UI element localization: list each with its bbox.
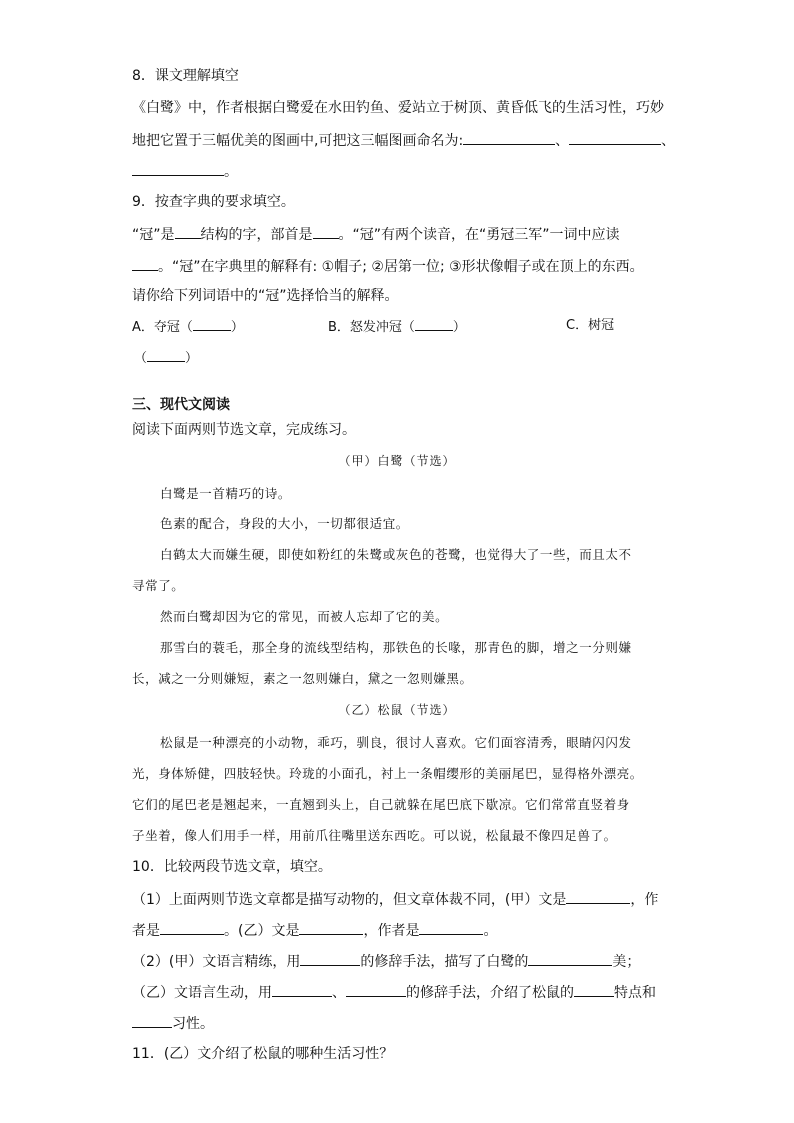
q8-sep2: 、 [661, 133, 676, 149]
q9-blank-structure[interactable] [175, 224, 201, 239]
q9-text-d: 。“冠”在字典里的解释有: ①帽子; ②居第一位; ③形状像帽子或在顶上的东西。 [158, 259, 644, 275]
q9-option-a-blank[interactable] [193, 316, 231, 331]
q10-s2-text-c: 美； [612, 954, 641, 970]
q9-option-b [328, 316, 466, 338]
q9-option-a-label: A．夺冠（ [132, 320, 193, 335]
q8-blank-3[interactable] [132, 161, 224, 176]
q9-text-b: 结构的字，部首是 [200, 227, 313, 243]
q10-blank-habit[interactable] [132, 1013, 172, 1028]
q10-s2-text-b: 的修辞手法，描写了白鹭的 [360, 954, 529, 970]
q10-s1-text-a: （1）上面两则节选文章都是描写动物的，但文章体裁不同，(甲）文是 [132, 892, 567, 908]
q9-option-b-label: B．怒发冲冠（ [328, 320, 415, 335]
passage-b-title: （乙）松鼠（节选） [338, 703, 456, 717]
q10-blank-author-a[interactable] [160, 920, 224, 935]
passage-a-p4: 然而白鹭却因为它的常见，而被人忘却了它的美。 [160, 609, 449, 624]
q8-line2-text: 地把它置于三幅优美的图画中,可把这三幅图画命名为: [132, 133, 464, 149]
q9-option-b-close: ） [452, 320, 466, 335]
q10-s1-text-b: ，作 [630, 892, 659, 908]
passage-a-p3-line2: 寻常了。 [132, 578, 185, 593]
q9-blank-radical[interactable] [313, 224, 339, 239]
q9-heading: 9．按查字典的要求填空。 [132, 194, 295, 210]
q9-option-c-close: ） [185, 351, 199, 366]
section3-heading: 三、现代文阅读 [132, 397, 230, 413]
q10-s1-line2 [132, 920, 497, 941]
q9-option-c-blank[interactable] [147, 347, 185, 362]
q8-line1: 《白鹭》中，作者根据白鹭爱在水田钓鱼、爱站立于树顶、黄昏低飞的生活习性，巧妙 [132, 100, 664, 116]
q10-s2-line3 [132, 1013, 214, 1034]
q10-s1-text-d: 。(乙）文是 [224, 923, 300, 939]
q9-line3: 请你给下列词语中的“冠”选择恰当的解释。 [132, 288, 399, 304]
q10-heading: 10．比较两段节选文章，填空。 [132, 859, 332, 875]
q9-option-a-close: ） [230, 320, 244, 335]
q9-line2 [132, 256, 644, 277]
passage-a-p5-line2: 长，减之一分则嫌短，素之一忽则嫌白，黛之一忽则嫌黑。 [132, 671, 473, 686]
passage-a-title: （甲）白鹭（节选） [338, 454, 456, 468]
q8-line2 [132, 130, 675, 151]
q9-option-c: C．树冠 [566, 318, 615, 333]
q9-text-a: “冠”是 [132, 227, 175, 243]
q10-s2-text-g: 特点和 [614, 985, 656, 1001]
q10-s1-text-f: 。 [483, 923, 498, 939]
q10-blank-genre-b[interactable] [299, 920, 363, 935]
q9-option-c-answer [134, 347, 198, 369]
q10-s2-text-d: （乙）文语言生动，用 [132, 985, 272, 1001]
passage-a-p2: 色素的配合，身段的大小，一切都很适宜。 [160, 516, 409, 531]
passage-b-line2: 光，身体矫健，四肢轻快。玲珑的小面孔，衬上一条帽缨形的美丽尾巴，显得格外漂亮。 [132, 766, 643, 781]
q10-s1-text-c: 者是 [132, 923, 160, 939]
q11-heading: 11．(乙）文介绍了松鼠的哪种生活习性？ [132, 1046, 394, 1062]
section3-intro: 阅读下面两则节选文章，完成练习。 [132, 422, 356, 438]
q10-s2-text-h: 习性。 [172, 1016, 214, 1032]
passage-a-p3-line1: 白鹤太大而嫌生硬，即使如粉红的朱鹭或灰色的苍鹭，也觉得大了一些，而且太不 [160, 547, 632, 562]
q10-s2-text-f: 的修辞手法，介绍了松鼠的 [406, 985, 574, 1001]
q10-blank-author-b[interactable] [419, 920, 483, 935]
q10-s1-line1 [132, 889, 658, 910]
q10-s2-line2 [132, 982, 656, 1003]
q10-blank-genre-a[interactable] [566, 889, 630, 904]
q10-blank-rhetoric-b2[interactable] [346, 982, 406, 997]
q10-blank-beauty[interactable] [528, 951, 612, 966]
q8-end: 。 [224, 164, 238, 180]
passage-b-line3: 它们的尾巴老是翘起来，一直翘到头上，自己就躲在尾巴底下歇凉。它们常常直竖着身 [132, 797, 630, 812]
q10-s2-text-e: 、 [332, 985, 346, 1001]
q10-blank-rhetoric-b1[interactable] [272, 982, 332, 997]
q8-blank-1[interactable] [463, 130, 555, 145]
passage-b-line4: 子坐着，像人们用手一样，用前爪往嘴里送东西吃。可以说，松鼠最不像四足兽了。 [132, 828, 617, 843]
q9-line1 [132, 224, 620, 245]
q9-blank-reading[interactable] [132, 256, 158, 271]
q10-s2-line1 [132, 951, 640, 972]
q9-option-a [132, 316, 244, 338]
q8-blank-2[interactable] [569, 130, 661, 145]
q10-s2-text-a: （2）(甲）文语言精练，用 [132, 954, 301, 970]
passage-a-p1: 白鹭是一首精巧的诗。 [160, 486, 292, 501]
q8-heading: 8．课文理解填空 [132, 68, 239, 84]
q8-line3 [132, 161, 238, 182]
q9-text-c: 。“冠”有两个读音，在“勇冠三军”一词中应读 [338, 227, 620, 243]
passage-b-line1: 松鼠是一种漂亮的小动物，乖巧，驯良，很讨人喜欢。它们面容清秀，眼睛闪闪发 [160, 735, 632, 750]
q9-option-b-blank[interactable] [415, 316, 453, 331]
passage-a-p5-line1: 那雪白的蓑毛，那全身的流线型结构，那铁色的长喙，那青色的脚，增之一分则嫌 [160, 640, 632, 655]
q10-blank-rhetoric-a[interactable] [300, 951, 360, 966]
q10-s1-text-e: ，作者是 [363, 923, 420, 939]
q8-sep1: 、 [555, 133, 570, 149]
q9-option-c-open: （ [134, 351, 148, 366]
q10-blank-feature[interactable] [574, 982, 614, 997]
